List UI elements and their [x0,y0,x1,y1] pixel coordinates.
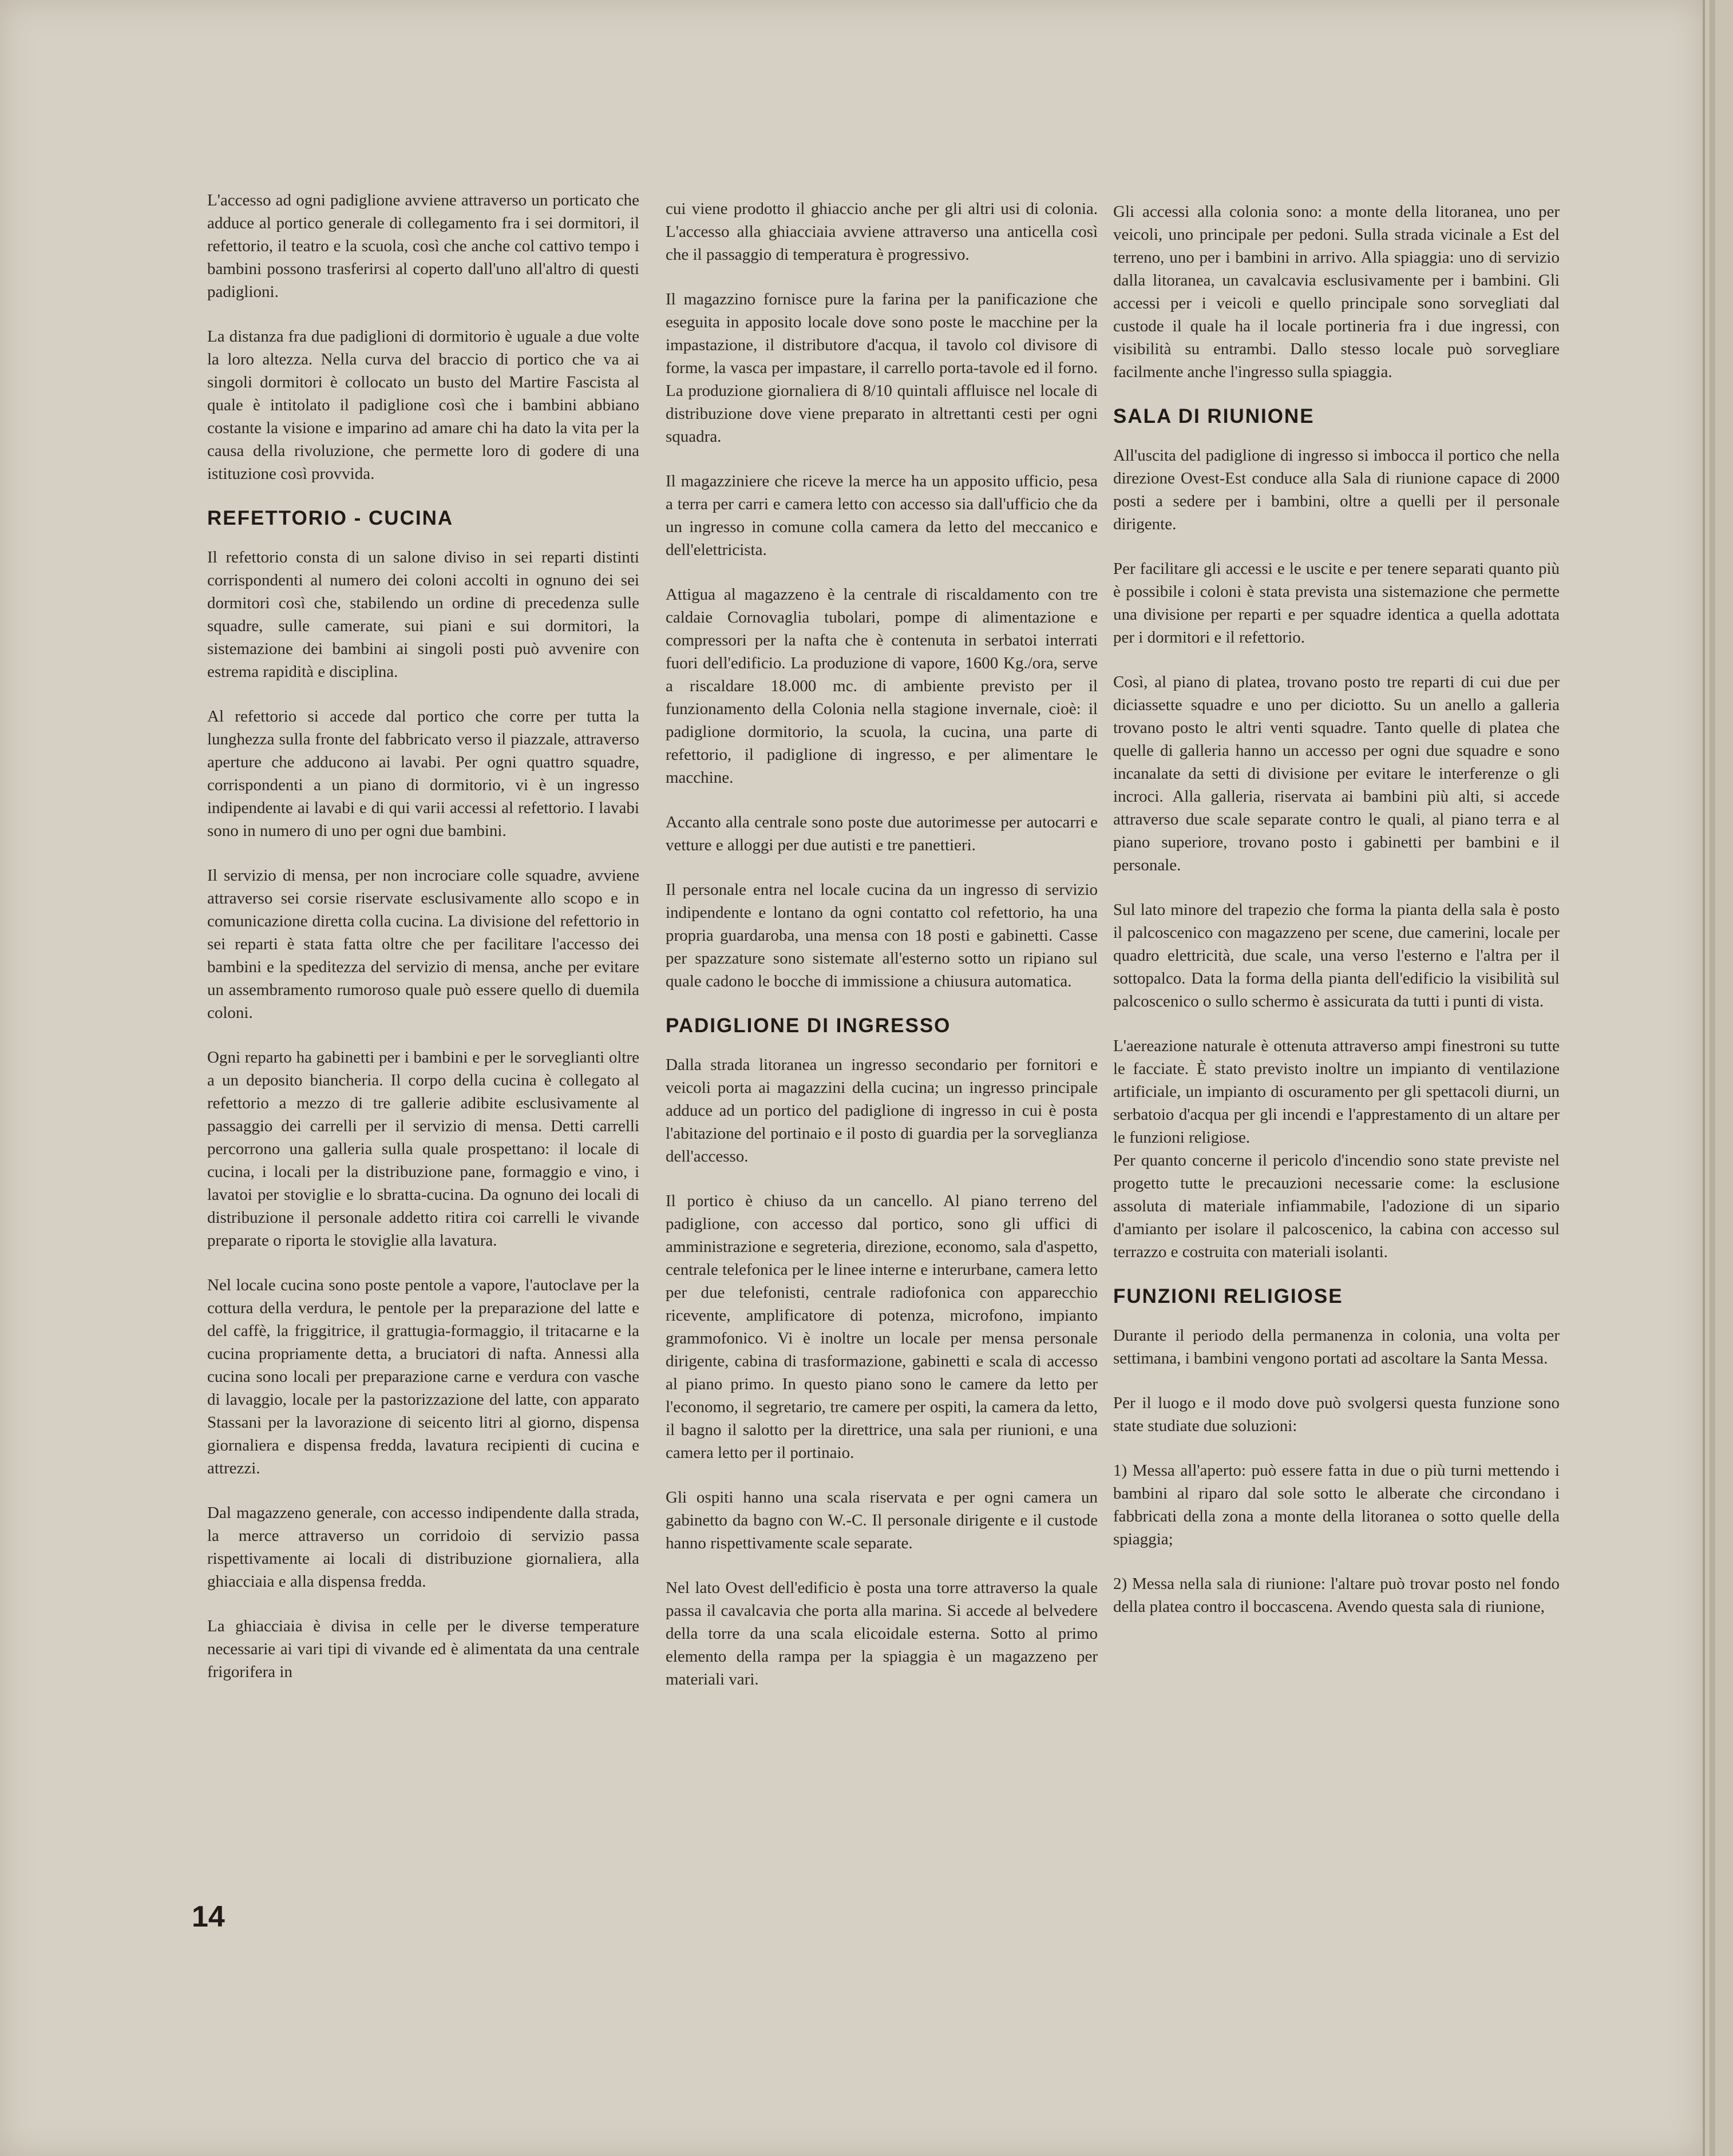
paragraph: 1) Messa all'aperto: può essere fatta in due o più turni mettendo i bambini al riparo dal sole sotto le alberate che circondano i fabbricati della zona a monte della litoranea o sotto quelle della spiaggia; [1113,1461,1560,1548]
paragraph: Così, al piano di platea, trovano posto tre reparti di cui due per diciassette squadre e uno per diciotto. Su un anello a galleria trovano posto le altri venti squadre. Tanto quelle di platea che quelle di galleria hanno un accesso per ogni due squadre e sono incanalate da setti di divisione per evitare le interferenze o gli incroci. Alla galleria, riservata ai bambini più alti, si accede attraverso due scale separate contro le quali, al piano terra e al piano superiore, trovano posto i gabinetti per bambini e il personale. [1113,673,1560,874]
paragraph: Dal magazzeno generale, con accesso indipendente dalla strada, la merce attraverso un corridoio di servizio passa rispettivamente ai locali di distribuzione giornaliera, alla ghiacciaia e alla dispensa fredda. [207,1504,639,1591]
page-number: 14 [192,1900,225,1933]
paragraph: Nel locale cucina sono poste pentole a vapore, l'autoclave per la cottura della verdura, le pentole per la preparazione del latte e del caffè, la friggitrice, il grattugia-formaggio, il tritacarne e la cucina propriamente detta, a bruciatori di nafta. Annessi alla cucina sono locali per preparazione carne e verdura con vasche di lavaggio, locale per la pastorizzazione del latte, con apparato Stassani per la lavorazione di seicento litri al giorno, dispensa giornaliera e dispensa fredda, lavatura recipienti di cucina e attrezzi. [207,1276,639,1477]
paragraph: Il refettorio consta di un salone diviso in sei reparti distinti corrispondenti al numero dei coloni accolti in ognuno dei sei dormitori così che, stabilendo un ordine di precedenza sulle squadre, sulle camerate, sui piani e sui dormitori, la sistemazione dei bambini ai singoli posti può avvenire con estrema rapidità e disciplina. [207,548,639,681]
paragraph: All'uscita del padiglione di ingresso si imbocca il portico che nella direzione Ovest-Est conduce alla Sala di riunione capace di 2000 posti a sedere per i bambini, oltre a quelli per il personale dirigente. [1113,446,1560,533]
paragraph: L'aereazione naturale è ottenuta attraverso ampi finestroni su tutte le facciate. È stato previsto inoltre un impianto di ventilazione artificiale, un impianto di oscuramento per gli spettacoli diurni, un serbatoio d'acqua per gli incendi e l'apprestamento di un altare per le funzioni religiose. Per quanto concerne il pericolo d'incendio sono state previste nel progetto tutte le precauzioni necessarie come: la esclusione assoluta di materiale infiammabile, l'adozione di un sipario d'amianto per isolare il palcoscenico, la cabina con accesso sul terrazzo e costruita con materiali isolanti. [1113,1037,1560,1261]
paragraph: Il servizio di mensa, per non incrociare colle squadre, avviene attraverso sei corsie riservate esclusivamente allo scopo e in comunicazione diretta colla cucina. La divisione del refettorio in sei reparti è stata fatta oltre che per facilitare l'accesso dei bambini e la speditezza del servizio di mensa, anche per evitare un assembramento rumoroso quale può essere quello di duemila coloni. [207,866,639,1022]
paragraph: Il magazzino fornisce pure la farina per la panificazione che eseguita in apposito locale dove sono poste le macchine per la impastazione, il distributore d'acqua, il tavolo col divisore di forme, la vasca per impastare, il carrello porta-tavole ed il forno. La produzione giornaliera di 8/10 quintali affluisce nel locale di distribuzione dove viene preparato in altrettanti cesti per ogni squadra. [666,290,1098,446]
section-heading: FUNZIONI RELIGIOSE [1113,1285,1343,1307]
paragraph: Accanto alla centrale sono poste due autorimesse per autocarri e vetture e alloggi per due autisti e tre panettieri. [666,813,1098,854]
section-heading: PADIGLIONE DI INGRESSO [666,1014,951,1037]
paragraph: La ghiacciaia è divisa in celle per le diverse temperature necessarie ai vari tipi di vivande ed è alimentata da una centrale frigorifera in [207,1617,639,1681]
paragraph: Gli ospiti hanno una scala riservata e per ogni camera un gabinetto da bagno con W.-C. Il personale dirigente e il custode hanno rispettivamente scale separate. [666,1488,1098,1552]
text-column-2 [666,197,1098,1713]
section-heading: REFETTORIO - CUCINA [207,507,454,529]
spine-shadow [1710,0,1715,2156]
binding-spine [1703,0,1733,2156]
paragraph: Il portico è chiuso da un cancello. Al piano terreno del padiglione, con accesso dal portico, sono gli uffici di amministrazione e segreteria, direzione, economo, sala d'aspetto, centrale telefonica per le linee interne e interurbane, camera letto per due telefonisti, centrale radiofonica con apparecchio ricevente, amplificatore di potenza, microfono, impianto grammofonico. Vi è inoltre un locale per mensa personale dirigente, cabina di trasformazione, gabinetti e scala di accesso al piano primo. In questo piano sono le camere da letto per l'economo, il segretario, tre camere per ospiti, la camera da letto, il bagno il salotto per la direttrice, una sala per riunioni, e una camera letto per il portinaio. [666,1192,1098,1462]
paragraph: Nel lato Ovest dell'edificio è posta una torre attraverso la quale passa il cavalcavia che porta alla marina. Si accede al belvedere della torre da una scala elicoidale esterna. Sotto al primo elemento della rampa per la spiaggia è un magazzeno per materiali vari. [666,1579,1098,1689]
paragraph: cui viene prodotto il ghiaccio anche per gli altri usi di colonia. L'accesso alla ghiacciaia avviene attraverso una anticella così che il passaggio di temperatura è progressivo. [666,200,1098,264]
paragraph: Attigua al magazzeno è la centrale di riscaldamento con tre caldaie Cornovaglia tubolari, pompe di alimentazione e compressori per la nafta che è contenuta in serbatoi interrati fuori dell'edificio. La produzione di vapore, 1600 Kg./ora, serve a riscaldare 18.000 mc. di ambiente previsto per il funzionamento della Colonia nella stagione invernale, cioè: il padiglione dormitorio, la scuola, la cucina, una parte di refettorio, il padiglione di ingresso, e per alimentare le macchine. [666,585,1098,787]
paragraph: Durante il periodo della permanenza in colonia, una volta per settimana, i bambini vengono portati ad ascoltare la Santa Messa. [1113,1326,1560,1368]
paragraph: Per il luogo e il modo dove può svolgersi questa funzione sono state studiate due soluzioni: [1113,1394,1560,1435]
text-column-1 [207,189,639,1705]
paragraph: Per facilitare gli accessi e le uscite e per tenere separati quanto più è possibile i coloni è stata prevista una sistemazione che permette una divisione per reparti e per squadre identica a quella adottata per i dormitori e il refettorio. [1113,560,1560,647]
paragraph: La distanza fra due padiglioni di dormitorio è uguale a due volte la loro altezza. Nella curva del braccio di portico che va ai singoli dormitori è collocato un busto del Martire Fascista al quale è intitolato il padiglione così che i bambini abbiano costante la visione e imparino ad amare chi ha dato la vita per la causa della rivoluzione, che permette loro di godere di una istituzione così provvida. [207,327,639,483]
paragraph: Sul lato minore del trapezio che forma la pianta della sala è posto il palcoscenico con magazzeno per scene, due camerini, locale per quadro elettricità, due scale, una verso l'esterno e l'altra per il sottopalco. Data la forma della pianta dell'edificio la visibilità sul palcoscenico o sullo schermo è assicurata da tutti i punti di vista. [1113,901,1560,1010]
section-heading: SALA DI RIUNIONE [1113,405,1315,427]
paragraph: L'accesso ad ogni padiglione avviene attraverso un porticato che adduce al portico generale di collegamento fra i sei dormitori, il refettorio, il teatro e la scuola, così che anche col cattivo tempo i bambini possono trasferirsi al coperto dall'uno all'altro di questi padiglioni. [207,191,639,301]
text-column-3 [1113,200,1560,1640]
paragraph: Il personale entra nel locale cucina da un ingresso di servizio indipendente e lontano da ogni contatto col refettorio, ha una propria guardaroba, una mensa con 18 posti e gabinetti. Casse per spazzature sono sistemate all'esterno sotto un ripiano sul quale cadono le bocche di immissione a chiusura automatica. [666,881,1098,990]
paragraph: Gli accessi alla colonia sono: a monte della litoranea, uno per veicoli, uno principale per pedoni. Sulla strada vicinale a Est del terreno, uno per i bambini in arrivo. Alla spiaggia: uno di servizio dalla litoranea, un cavalcavia esclusivamente per i bambini. Gli accessi per i veicoli e quello principale sono sorvegliati dal custode il quale ha il locale portineria fra i due ingressi, con visibilità su entrambi. Dallo stesso locale può sorvegliare facilmente anche l'ingresso sulla spiaggia. [1113,203,1560,381]
paragraph: Ogni reparto ha gabinetti per i bambini e per le sorveglianti oltre a un deposito biancheria. Il corpo della cucina è collegato al refettorio a mezzo di tre gallerie adibite esclusivamente al passaggio dei carrelli per il servizio di mensa. Detti carrelli percorrono una galleria sulla quale prospettano: il locale di cucina, i locali per la distribuzione pane, formaggio e vino, i lavatoi per stoviglie e lo sbratta-cucina. Da ognuno dei locali di distribuzione il personale addetto ritira coi carrelli le vivande preparate o riporta le stoviglie alla lavatura. [207,1048,639,1250]
paragraph: Dalla strada litoranea un ingresso secondario per fornitori e veicoli porta ai magazzini della cucina; un ingresso principale adduce ad un portico del padiglione di ingresso in cui è posta l'abitazione del portinaio e il posto di guardia per la sorveglianza dell'accesso. [666,1056,1098,1166]
paragraph: Il magazziniere che riceve la merce ha un apposito ufficio, pesa a terra per carri e camera letto con accesso sia dall'ufficio che da un ingresso in comune colla camera da letto del meccanico e dell'elettricista. [666,472,1098,559]
paragraph: Al refettorio si accede dal portico che corre per tutta la lunghezza sulla fronte del fabbricato verso il piazzale, attraverso aperture che adducono ai lavabi. Per ogni quattro squadre, corrispondenti a un piano di dormitorio, vi è un ingresso indipendente ai lavabi e di qui varii accessi al refettorio. I lavabi sono in numero di uno per ogni due bambini. [207,707,639,840]
paragraph: 2) Messa nella sala di riunione: l'altare può trovar posto nel fondo della platea contro il boccascena. Avendo questa sala di riunione, [1113,1575,1560,1616]
